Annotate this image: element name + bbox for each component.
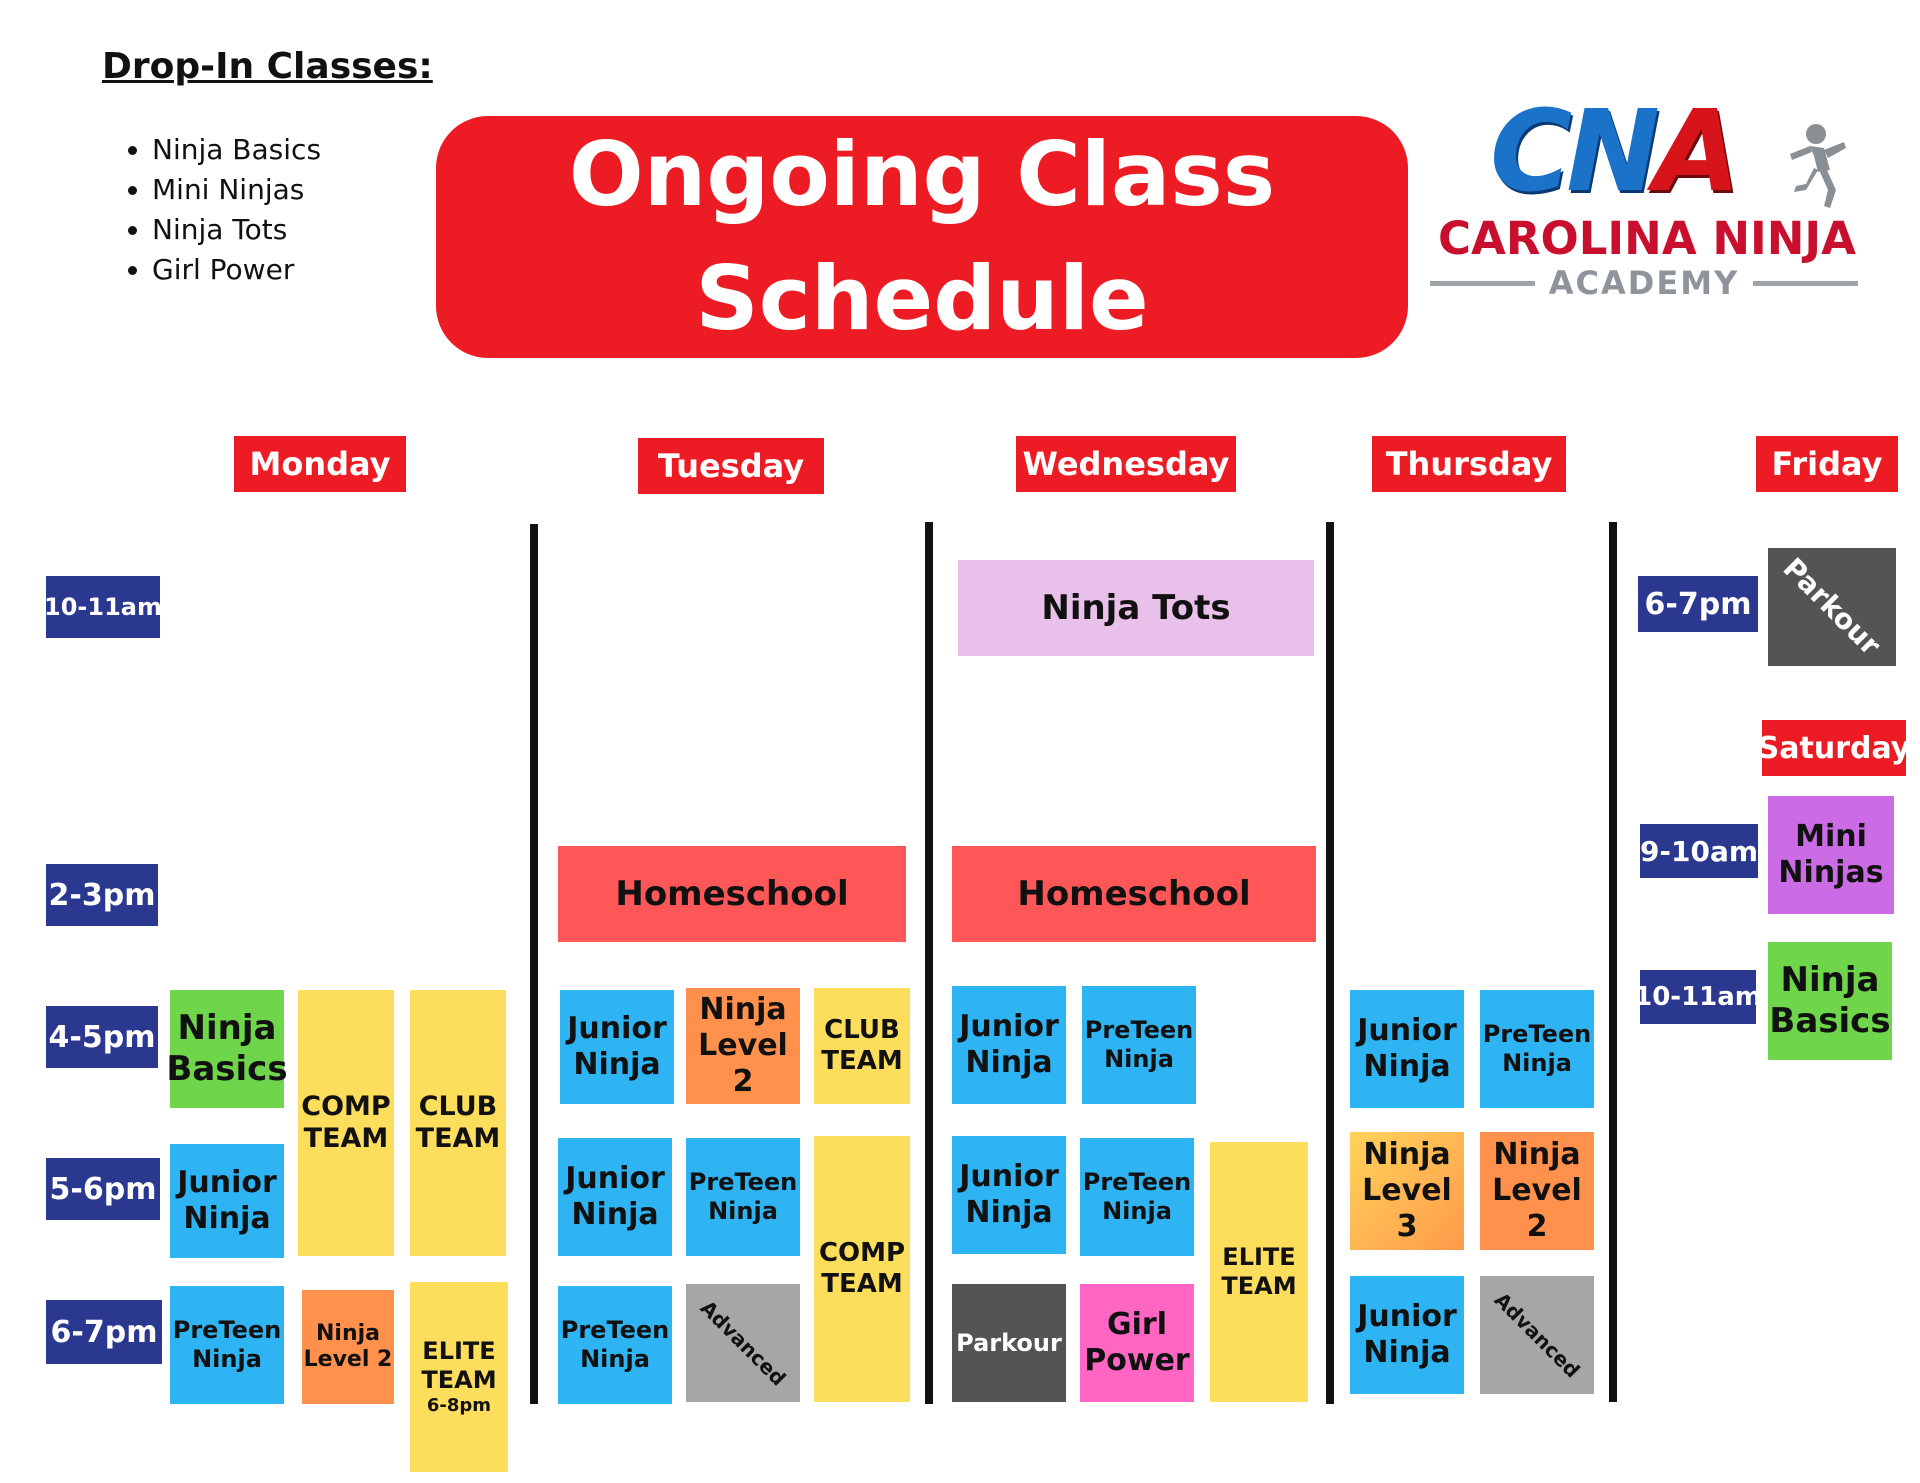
class-preteen-ninja-monday: PreTeen Ninja — [170, 1286, 284, 1404]
time-label-saturday-9-10am: 9-10am — [1640, 824, 1758, 878]
class-homeschool-wednesday: Homeschool — [952, 846, 1316, 942]
class-preteen-ninja-tuesday-6pm: PreTeen Ninja — [558, 1286, 672, 1404]
logo-rule-right — [1753, 281, 1858, 286]
list-item: • Mini Ninjas — [152, 170, 321, 210]
class-ninja-tots-wednesday: Ninja Tots — [958, 560, 1314, 656]
class-advanced-thursday: Advanced — [1480, 1276, 1594, 1394]
class-ninja-level-2-monday: Ninja Level 2 — [302, 1290, 394, 1404]
class-comp-team-monday: COMP TEAM — [298, 990, 394, 1256]
class-junior-ninja-monday: Junior Ninja — [170, 1144, 284, 1258]
drop-in-list — [122, 130, 321, 290]
class-homeschool-tuesday: Homeschool — [558, 846, 906, 942]
time-label-6-7pm: 6-7pm — [46, 1300, 162, 1364]
class-parkour-friday: Parkour — [1768, 548, 1896, 666]
day-header-saturday: Saturday — [1762, 720, 1906, 776]
class-parkour-wednesday: Parkour — [952, 1284, 1066, 1402]
time-label-friday-6-7pm: 6-7pm — [1638, 576, 1758, 632]
class-ninja-basics-monday: Ninja Basics — [170, 990, 284, 1108]
day-header-wednesday: Wednesday — [1016, 436, 1236, 492]
logo-mark: CNA — [1490, 87, 1735, 217]
logo — [1430, 87, 1890, 312]
class-comp-team-tuesday: COMP TEAM — [814, 1136, 910, 1402]
class-ninja-level-2-thursday: Ninja Level 2 — [1480, 1132, 1594, 1250]
logo-rule-left — [1430, 281, 1535, 286]
time-label-5-6pm: 5-6pm — [46, 1158, 160, 1220]
class-junior-ninja-wednesday: Junior Ninja — [952, 986, 1066, 1104]
schedule-title-banner — [436, 116, 1408, 358]
day-header-monday: Monday — [234, 436, 406, 492]
class-elite-team-monday: ELITE TEAM 6-8pm — [410, 1282, 508, 1472]
class-advanced-tuesday: Advanced — [686, 1284, 800, 1402]
logo-text-line-1: CAROLINA NINJA — [1438, 212, 1856, 265]
title-line-2: Schedule — [695, 247, 1149, 350]
class-elite-team-wednesday: ELITE TEAM — [1210, 1142, 1308, 1402]
column-divider — [1326, 522, 1334, 1404]
list-item: • Ninja Basics — [152, 130, 321, 170]
class-junior-ninja-wednesday-5pm: Junior Ninja — [952, 1136, 1066, 1254]
time-label-4-5pm: 4-5pm — [46, 1006, 158, 1068]
time-label-2-3pm: 2-3pm — [46, 864, 158, 926]
class-girl-power-wednesday: Girl Power — [1080, 1284, 1194, 1402]
class-ninja-level-3-thursday: Ninja Level 3 — [1350, 1132, 1464, 1250]
day-header-friday: Friday — [1756, 436, 1898, 492]
drop-in-title: Drop-In Classes: — [102, 46, 433, 87]
day-header-tuesday: Tuesday — [638, 438, 824, 494]
list-item: • Girl Power — [152, 250, 321, 290]
column-divider — [530, 524, 538, 1404]
column-divider — [1609, 522, 1617, 1402]
list-item: • Ninja Tots — [152, 210, 321, 250]
ninja-figure-icon — [1770, 120, 1850, 212]
logo-academy-label: ACADEMY — [1548, 264, 1740, 302]
class-mini-ninjas-saturday: Mini Ninjas — [1768, 796, 1894, 914]
class-ninja-basics-saturday: Ninja Basics — [1768, 942, 1892, 1060]
class-club-team-tuesday: CLUB TEAM — [814, 988, 910, 1104]
class-preteen-ninja-thursday: PreTeen Ninja — [1480, 990, 1594, 1108]
logo-text-line-2 — [1430, 264, 1858, 302]
class-junior-ninja-tuesday: Junior Ninja — [560, 990, 674, 1104]
column-divider — [925, 522, 933, 1404]
time-label-saturday-10-11am: 10-11am — [1640, 970, 1756, 1024]
class-preteen-ninja-tuesday-5pm: PreTeen Ninja — [686, 1138, 800, 1256]
day-header-thursday: Thursday — [1372, 436, 1566, 492]
class-junior-ninja-tuesday-5pm: Junior Ninja — [558, 1138, 672, 1256]
class-junior-ninja-thursday: Junior Ninja — [1350, 990, 1464, 1108]
class-club-team-monday: CLUB TEAM — [410, 990, 506, 1256]
class-junior-ninja-thursday-6pm: Junior Ninja — [1350, 1276, 1464, 1394]
class-preteen-ninja-wednesday: PreTeen Ninja — [1082, 986, 1196, 1104]
class-ninja-level-2-tuesday: Ninja Level 2 — [686, 988, 800, 1104]
time-label-10-11am: 10-11am — [46, 576, 160, 638]
class-preteen-ninja-wednesday-5pm: PreTeen Ninja — [1080, 1138, 1194, 1256]
title-line-1: Ongoing Class — [568, 123, 1276, 226]
